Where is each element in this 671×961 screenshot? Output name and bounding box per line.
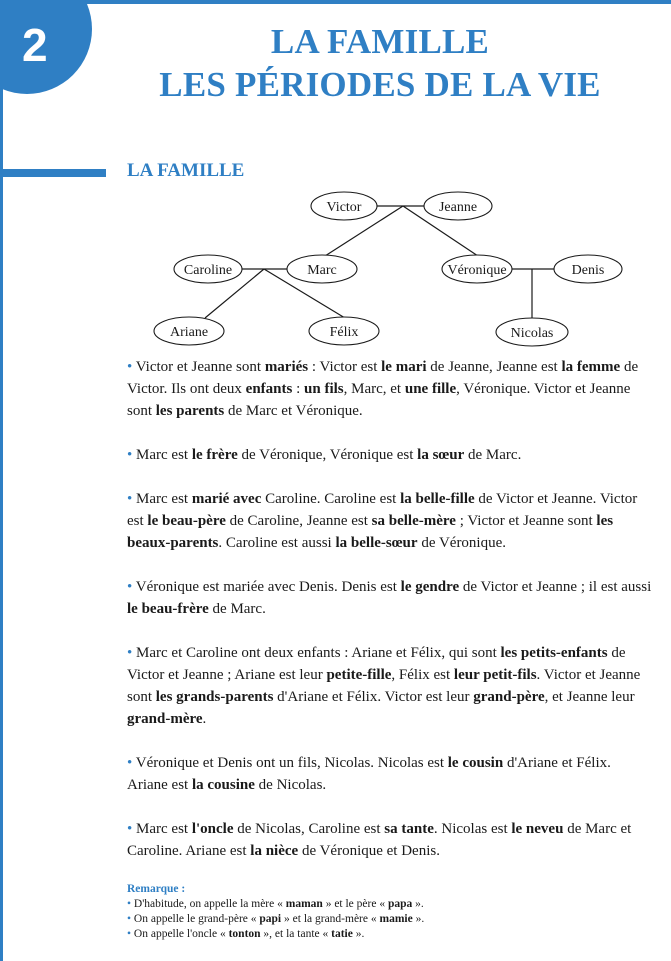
node-caroline-label: Caroline [183, 263, 233, 278]
text-run: de Marc et Caroline. Ariane est [127, 821, 632, 859]
text-run: ». [412, 898, 424, 910]
text-run: , Véronique. Victor et Jeanne sont [127, 381, 631, 419]
key-term: la nièce [250, 843, 299, 859]
text-run: ; Victor et Jeanne sont [455, 513, 597, 529]
text-run: de Marc. [208, 601, 266, 617]
key-term: le beau-père [147, 513, 226, 529]
key-term: le frère [191, 447, 238, 463]
remark-item [127, 927, 652, 942]
key-term: le neveu [511, 821, 564, 837]
bullet-icon: • [127, 491, 133, 507]
remark-title: Remarque : [127, 883, 186, 895]
key-term: sa tante [384, 821, 434, 837]
text-run: Marc et Caroline ont deux enfants : Ariane et Félix, qui sont [132, 645, 501, 661]
node-denis-label: Denis [571, 263, 605, 278]
bullet-icon: • [127, 447, 133, 463]
bullet-icon: • [127, 755, 133, 771]
text-run: Victor et Jeanne sont [132, 359, 265, 375]
node-jeanne-label: Jeanne [438, 200, 478, 215]
key-term: les parents [155, 403, 225, 419]
key-term: le cousin [447, 755, 504, 771]
bullet-icon: • [127, 913, 132, 925]
text-run: de Caroline, Jeanne est [225, 513, 372, 529]
text-run: . Victor et Jeanne sont [127, 667, 641, 705]
node-denis [554, 255, 622, 283]
text-run: de Nicolas, Caroline est [233, 821, 385, 837]
text-run: de Victor et Jeanne ; il est aussi [459, 579, 652, 595]
key-term: l'oncle [191, 821, 234, 837]
bullet-icon: • [127, 359, 133, 375]
node-nicolas [496, 318, 568, 346]
text-run: de Marc. [464, 447, 522, 463]
node-victor [311, 192, 377, 220]
chapter-number: 2 [22, 19, 48, 71]
key-term: grand-mère [127, 711, 203, 727]
node-felix [309, 317, 379, 345]
text-run: de Véronique, Véronique est [237, 447, 418, 463]
remark-box [127, 882, 652, 942]
key-term: la femme [561, 359, 621, 375]
text-run: de Victor. Ils ont deux [127, 359, 639, 397]
family-paragraphs [127, 356, 652, 884]
bullet-icon: • [127, 928, 132, 940]
node-felix-label: Félix [329, 325, 359, 340]
node-jeanne [424, 192, 492, 220]
text-run: » et le père « [322, 898, 388, 910]
paragraph [127, 642, 652, 730]
remark-item [127, 897, 652, 912]
bullet-icon: • [127, 645, 133, 661]
node-marc-label: Marc [307, 263, 337, 278]
key-term: le beau-frère [127, 601, 209, 617]
text-run: Caroline. Caroline est [261, 491, 401, 507]
key-term: papi [259, 913, 282, 925]
paragraph [127, 356, 652, 422]
bullet-icon: • [127, 898, 132, 910]
key-term: le mari [381, 359, 427, 375]
text-run: : Victor est [308, 359, 382, 375]
key-term: une fille [404, 381, 457, 397]
key-term: leur petit-fils [453, 667, 537, 683]
text-run: de Jeanne, Jeanne est [426, 359, 562, 375]
page-title-line-1: LA FAMILLE [270, 22, 490, 61]
text-run: de Marc et Véronique. [224, 403, 363, 419]
key-term: la belle-sœur [335, 535, 418, 551]
node-veronique [442, 255, 512, 283]
key-term: mamie [379, 913, 413, 925]
text-run: On appelle l'oncle « [131, 928, 229, 940]
bullet-icon: • [127, 579, 133, 595]
text-run: », et la tante « [260, 928, 332, 940]
text-run: Véronique et Denis ont un fils, Nicolas. Nicolas est [132, 755, 448, 771]
key-term: la sœur [417, 447, 465, 463]
key-term: grand-père [473, 689, 545, 705]
key-term: le gendre [400, 579, 460, 595]
key-term: enfants [245, 381, 293, 397]
paragraph [127, 444, 652, 466]
key-term: la belle-fille [400, 491, 475, 507]
key-term: tonton [228, 928, 261, 940]
text-run: de Véronique et Denis. [298, 843, 440, 859]
node-nicolas-label: Nicolas [510, 326, 554, 341]
text-run: D'habitude, on appelle la mère « [131, 898, 286, 910]
node-caroline [174, 255, 242, 283]
key-term: un fils [304, 381, 344, 397]
key-term: tatie [331, 928, 353, 940]
paragraph [127, 752, 652, 796]
text-run: Véronique est mariée avec Denis. Denis est [132, 579, 401, 595]
key-term: marié avec [191, 491, 262, 507]
text-run: Marc est [132, 447, 192, 463]
remark-item [127, 912, 652, 927]
paragraph [127, 818, 652, 862]
text-run: , Marc, et [343, 381, 405, 397]
key-term: sa belle-mère [371, 513, 456, 529]
node-marc [287, 255, 357, 283]
section-title: LA FAMILLE [127, 160, 245, 181]
node-ariane [154, 317, 224, 345]
text-run: On appelle le grand-père « [131, 913, 260, 925]
key-term: papa [387, 898, 413, 910]
text-run: . Caroline est aussi [218, 535, 336, 551]
text-run: de Véronique. [417, 535, 507, 551]
node-veronique-label: Véronique [447, 263, 507, 278]
text-run: : [292, 381, 305, 397]
text-run: , Félix est [391, 667, 454, 683]
node-ariane-label: Ariane [169, 325, 209, 340]
key-term: la cousine [191, 777, 255, 793]
paragraph [127, 576, 652, 620]
text-run: Marc est [132, 491, 192, 507]
family-tree [0, 0, 671, 360]
key-term: maman [285, 898, 323, 910]
text-run: de Victor et Jeanne. Victor est [127, 491, 638, 529]
text-run: . [202, 711, 207, 727]
key-term: les petits-enfants [500, 645, 608, 661]
text-run: d'Ariane et Félix. Victor est leur [273, 689, 474, 705]
text-run: de Nicolas. [254, 777, 327, 793]
key-term: les grands-parents [155, 689, 274, 705]
bullet-icon: • [127, 821, 133, 837]
key-term: petite-fille [326, 667, 392, 683]
key-term: mariés [264, 359, 309, 375]
text-run: ». [412, 913, 425, 925]
text-run: , et Jeanne leur [544, 689, 635, 705]
text-run: d'Ariane et Félix. Ariane est [127, 755, 611, 793]
paragraph [127, 488, 652, 554]
text-run: . Nicolas est [433, 821, 512, 837]
text-run: ». [352, 928, 365, 940]
key-term: les beaux-parents [127, 513, 614, 551]
text-run: de Victor et Jeanne ; Ariane est leur [127, 645, 626, 683]
node-victor-label: Victor [326, 200, 362, 215]
page-title-line-2: LES PÉRIODES DE LA VIE [159, 65, 601, 104]
text-run: » et la grand-mère « [281, 913, 380, 925]
text-run: Marc est [132, 821, 192, 837]
